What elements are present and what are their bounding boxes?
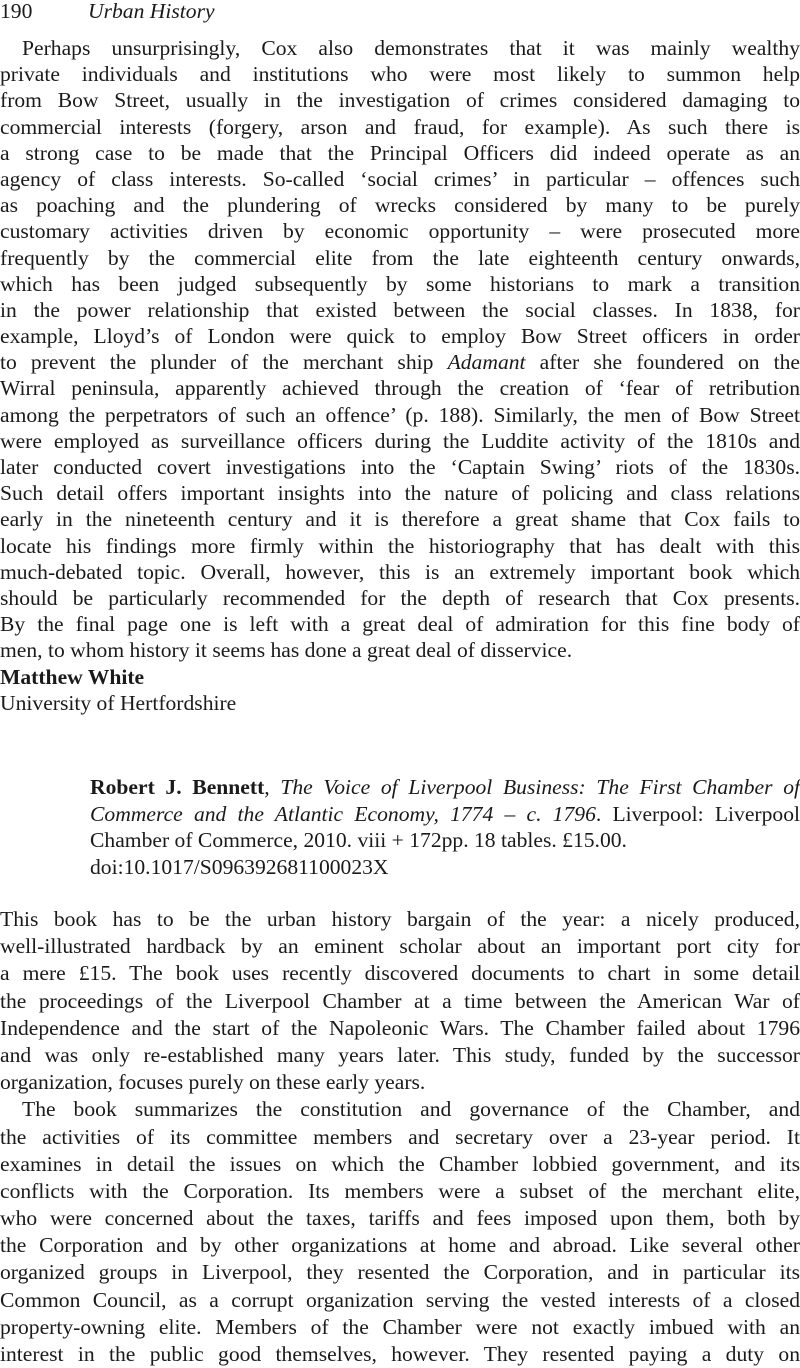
text-run: men, to whom history it seems has done a great deal of disservice. [0, 638, 573, 663]
text-line [0, 454, 800, 480]
text-line [0, 611, 800, 637]
text-run: Common Council, as a corrupt organization serving the vested interests of a closed [0, 1287, 800, 1312]
text-line [0, 87, 800, 113]
text-line [0, 559, 800, 585]
text-run: in the power relationship that existed between the social classes. In 1838, for [0, 297, 800, 322]
text-run: private individuals and institutions who were most likely to summon help [0, 62, 800, 87]
bold-text: Matthew White [0, 664, 145, 689]
text-run: later conducted covert investigations into the ‘Captain Swing’ riots of the 1830s. [0, 455, 800, 479]
text-line [0, 1232, 800, 1259]
text-run: Perhaps unsurprisingly, Cox also demonstrates that it was mainly wealthy [22, 36, 800, 60]
text-line [0, 402, 800, 428]
text-run: . Liverpool: Liverpool [595, 801, 800, 826]
text-line [90, 827, 800, 854]
text-run: after she foundered on the [525, 350, 800, 375]
text-line [0, 61, 800, 87]
text-run: University of Hertfordshire [0, 690, 237, 715]
text-run: conflicts with the Corporation. Its members were a subset of the merchant elite, [0, 1178, 800, 1203]
text-line [0, 1341, 800, 1368]
text-run: the Corporation and by other organizations at home and abroad. Like several other [0, 1233, 800, 1258]
text-run: the activities of its committee members and secretary over a 23-year period. It [0, 1124, 800, 1149]
text-run: examines in detail the issues on which the Chamber lobbied government, and its [0, 1151, 800, 1176]
reviewer-name [0, 664, 800, 690]
italic-text: Commerce and the Atlantic Economy, 1774 – c. 1796 [90, 801, 596, 826]
text-line [0, 1314, 800, 1341]
text-run: to prevent the plunder of the merchant ship [0, 350, 448, 375]
bold-text: Robert J. Bennett [90, 775, 265, 799]
text-line [0, 988, 800, 1015]
page-number: 190 [0, 0, 33, 23]
review-body [0, 906, 800, 1368]
text-line [0, 906, 800, 933]
text-run: agency of class interests. So-called ‘social crimes’ in particular – offences such [0, 166, 800, 191]
text-line [0, 1287, 800, 1314]
text-line [0, 218, 800, 244]
text-line [0, 933, 800, 960]
text-line [0, 1151, 800, 1178]
text-line [0, 637, 800, 663]
text-run: as poaching and the plundering of wrecks considered by many to be purely [0, 193, 800, 218]
text-run: should be particularly recommended for the depth of research that Cox presents. [0, 585, 800, 610]
text-line [0, 1259, 800, 1286]
text-line [0, 480, 800, 506]
text-line [0, 323, 800, 349]
text-line [0, 35, 800, 61]
text-line [0, 349, 800, 375]
text-line [0, 428, 800, 454]
text-run: customary activities driven by economic opportunity – were prosecuted more [0, 219, 800, 244]
text-line [0, 1178, 800, 1205]
text-line [0, 960, 800, 987]
text-run: Wirral peninsula, apparently achieved through the creation of ‘fear of retribution [0, 376, 800, 401]
text-run: from Bow Street, usually in the investigation of crimes considered damaging to [0, 88, 800, 113]
text-line [0, 192, 800, 218]
text-line [0, 1042, 800, 1069]
text-line [0, 1096, 800, 1123]
text-run: Independence and the start of the Napoleonic Wars. The Chamber failed about 1796 [0, 1015, 800, 1040]
text-run: , [264, 775, 281, 799]
text-line [0, 271, 800, 297]
text-line [0, 114, 800, 140]
text-run: example, Lloyd’s of London were quick to employ Bow Street officers in order [0, 324, 800, 349]
text-run: who were concerned about the taxes, tariffs and fees imposed upon them, both by [0, 1206, 800, 1231]
text-line [0, 245, 800, 271]
text-run: a mere £15. The book uses recently discovered documents to chart in some detail [0, 961, 800, 986]
text-line [0, 1205, 800, 1232]
text-line [0, 375, 800, 401]
text-line [0, 585, 800, 611]
running-title: Urban History [88, 0, 215, 23]
text-line [90, 801, 800, 828]
text-run: well-illustrated hardback by an eminent scholar about an important port city for [0, 934, 800, 959]
text-run: doi:10.1017/S096392681100023X [90, 854, 389, 879]
text-line [90, 854, 800, 881]
text-run: and was only re-established many years later. This study, funded by the successor [0, 1042, 800, 1067]
text-run: commercial interests (forgery, arson and fraud, for example). As such there is [0, 114, 800, 139]
text-run: property-owning elite. Members of the Chamber were not exactly imbued with an [0, 1314, 800, 1339]
text-run: which has been judged subsequently by some historians to mark a transition [0, 271, 800, 296]
text-run: a strong case to be made that the Principal Officers did indeed operate as an [0, 140, 800, 165]
italic-text: Adamant [447, 350, 526, 375]
reviewer-affiliation [0, 690, 800, 716]
text-line [0, 1015, 800, 1042]
text-run: The book summarizes the constitution and governance of the Chamber, and [22, 1097, 800, 1122]
text-run: among the perpetrators of such an offence’ (p. 188). Similarly, the men of Bow Street [0, 402, 800, 427]
text-run: Such detail offers important insights into the nature of policing and class relations [0, 481, 800, 506]
text-run: early in the nineteenth century and it is therefore a great shame that Cox fails to [0, 507, 800, 532]
text-line [0, 166, 800, 192]
text-line [0, 140, 800, 166]
text-run: interest in the public good themselves, however. They resented paying a duty on [0, 1342, 800, 1366]
book-citation [90, 774, 800, 880]
text-line [0, 506, 800, 532]
text-run: Chamber of Commerce, 2010. viii + 172pp. 18 tables. £15.00. [90, 828, 627, 853]
text-run: much-debated topic. Overall, however, this is an extremely important book which [0, 559, 800, 584]
text-line [90, 774, 800, 801]
text-line [0, 1069, 800, 1096]
text-run: frequently by the commercial elite from the late eighteenth century onwards, [0, 245, 800, 270]
italic-text: The Voice of Liverpool Business: The First Chamber of [280, 775, 800, 799]
text-run: This book has to be the urban history bargain of the year: a nicely produced, [0, 907, 800, 931]
text-run: were employed as surveillance officers during the Luddite activity of the 1810s and [0, 428, 800, 453]
text-run: organized groups in Liverpool, they resented the Corporation, and in particular its [0, 1260, 800, 1285]
text-run: organization, focuses purely on these early years. [0, 1070, 426, 1095]
review-continued [0, 35, 800, 716]
text-run: the proceedings of the Liverpool Chamber at a time between the American War of [0, 988, 800, 1013]
text-line [0, 297, 800, 323]
text-line [0, 533, 800, 559]
text-run: locate his findings more firmly within the historiography that has dealt with this [0, 533, 800, 558]
text-line [0, 1124, 800, 1151]
text-run: By the final page one is left with a great deal of admiration for this fine body of [0, 612, 800, 637]
